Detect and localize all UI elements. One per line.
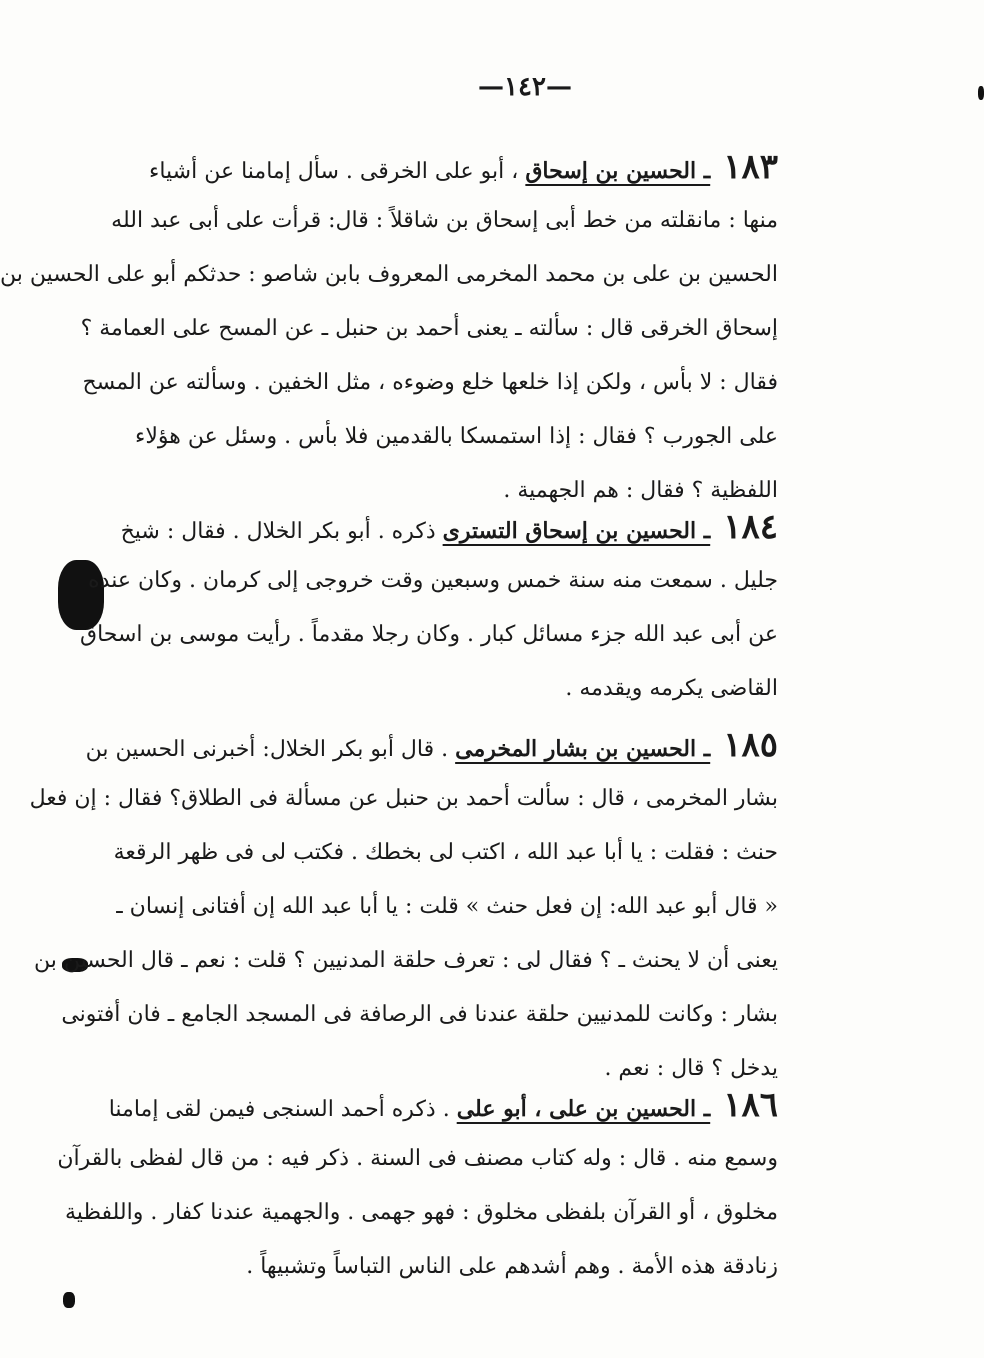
text-line: القاضى يكرمه ويقدمه . bbox=[565, 676, 778, 701]
entry-183 bbox=[0, 140, 778, 518]
text-line: يعنى أن لا يحنث ـ ؟ فقال لى : تعرف حلقة المدنيين ؟ قلت : نعم ـ قال الحسين بن bbox=[33, 948, 778, 973]
entry-intro: ، أبو على الخرقى . سأل إمامنا عن أشياء bbox=[149, 159, 519, 184]
text-line: اللفظية ؟ فقال : هم الجهمية . bbox=[503, 478, 778, 503]
text-line: على الجورب ؟ فقال : إذا استمسكا بالقدمين فلا بأس . وسئل عن هؤلاء bbox=[135, 424, 778, 449]
entry-186 bbox=[57, 1078, 778, 1294]
text-line: الحسين بن على بن محمد المخرمى المعروف بابن شاصو : حدثكم أبو على الحسين بن bbox=[0, 262, 778, 287]
entry-185 bbox=[29, 718, 778, 1096]
entry-name: ـ الحسين بن إسحاق التسترى bbox=[442, 518, 711, 544]
text-line: زنادقة هذه الأمة . وهم أشدهم على الناس التباساً وتشبيهاً . bbox=[246, 1254, 778, 1279]
text-line: بشار المخرمى ، قال : سألت أحمد بن حنبل عن مسألة فى الطلاق؟ فقال : إن فعل bbox=[29, 786, 778, 811]
text-line: يدخل ؟ قال : نعم . bbox=[604, 1056, 778, 1081]
text-line: فقال : لا بأس ، ولكن إذا خلعها خلع وضوءه ، مثل الخفين . وسألته عن المسح bbox=[82, 370, 778, 395]
text-line: بشار : وكانت للمدنيين حلقة عندنا فى الرصافة فى المسجد الجامع ـ فان أفتونى bbox=[61, 1002, 778, 1027]
entry-name: ـ الحسين بن بشار المخرمى bbox=[455, 736, 711, 762]
entry-name: ـ الحسين بن إسحاق bbox=[525, 158, 711, 184]
entry-heading-line bbox=[120, 500, 778, 554]
entry-heading-line bbox=[85, 718, 778, 772]
page-number: —١٤٢— bbox=[478, 72, 572, 102]
text-line: مخلوق ، أو القرآن بلفظى مخلوق : فهو جهمى . والجهمية عندنا كفار . واللفظية bbox=[65, 1200, 778, 1225]
text-line: جليل . سمعت منه سنة خمس وسبعين وقت خروجى إلى كرمان . وكان عنده bbox=[88, 568, 778, 593]
entry-number: ١٨٥ bbox=[723, 725, 778, 765]
entry-intro: . ذكره أحمد السنجى فيمن لقى إمامنا bbox=[108, 1097, 450, 1122]
text-line: « قال أبو عبد الله: إن فعل حنث » قلت : يا أبا عبد الله إن أفتانى إنسان ـ bbox=[116, 894, 778, 919]
entry-184 bbox=[80, 500, 778, 716]
entry-number: ١٨٤ bbox=[723, 507, 778, 547]
entry-intro: ذكره . أبو بكر الخلال . فقال : شيخ bbox=[120, 519, 436, 544]
text-line: إسحاق الخرقى قال : سألته ـ يعنى أحمد بن حنبل ـ عن المسح على العمامة ؟ bbox=[80, 316, 778, 341]
entry-number: ١٨٦ bbox=[723, 1085, 778, 1125]
entry-number: ١٨٣ bbox=[723, 147, 778, 187]
entry-heading-line bbox=[108, 1078, 778, 1132]
text-line: وسمع منه . قال : وله كتاب مصنف فى السنة . ذكر فيه : من قال لفظى بالقرآن bbox=[57, 1146, 778, 1171]
entry-heading-line bbox=[149, 140, 778, 194]
entry-intro: . قال أبو بكر الخلال: أخبرنى الحسين بن bbox=[85, 737, 449, 762]
scan-speck-bottom bbox=[63, 1292, 75, 1308]
text-line: عن أبى عبد الله جزء مسائل كبار . وكان رجلا مقدماً . رأيت موسى بن اسحاق bbox=[80, 622, 778, 647]
text-line: حنث : فقلت : يا أبا عبد الله ، اكتب لى بخطك . فكتب لى فى ظهر الرقعة bbox=[113, 840, 778, 865]
text-line: منها : مانقلته من خط أبى إسحاق بن شاقلاً : قال: قرأت على أبى عبد الله bbox=[111, 208, 778, 233]
entry-name: ـ الحسين بن على ، أبو على bbox=[456, 1096, 711, 1122]
